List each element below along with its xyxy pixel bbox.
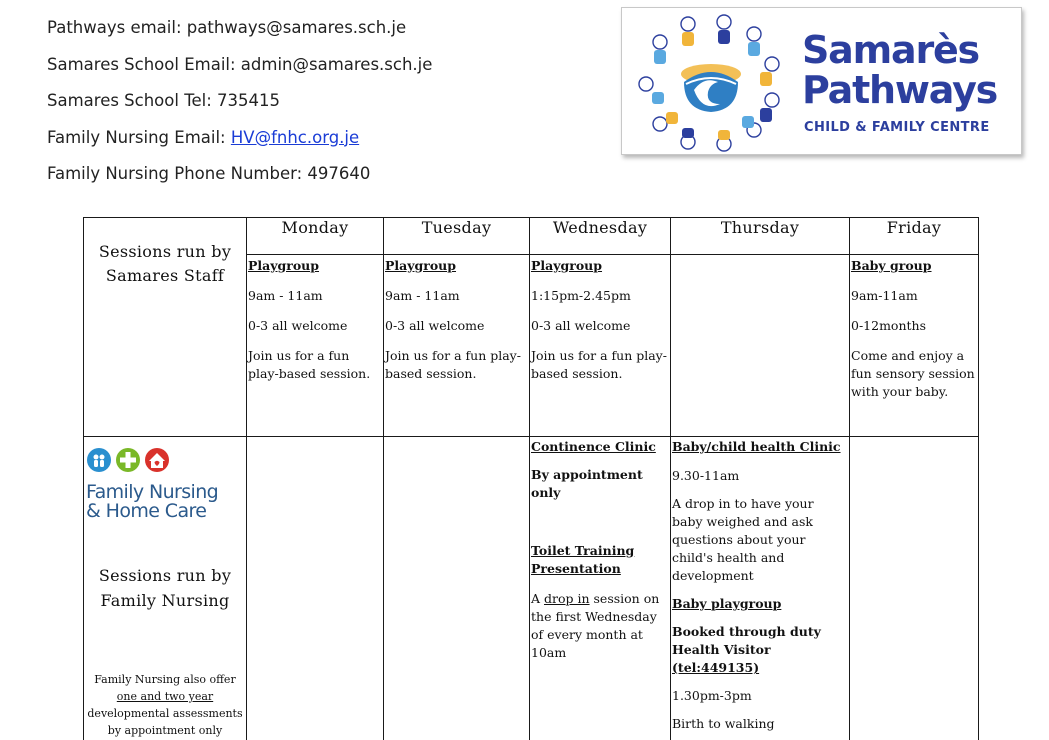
friday-session-age: 0-12months	[851, 318, 926, 333]
wednesday-session-desc: Join us for a fun play-based session.	[531, 348, 667, 381]
drop-in-link[interactable]: drop in	[544, 591, 590, 606]
continence-clinic-appointment: By appointment only	[531, 467, 643, 500]
monday-session-desc: Join us for a fun play-based session.	[248, 348, 371, 381]
friday-session-desc: Come and enjoy a fun sensory session with your baby.	[851, 348, 975, 399]
monday-session-heading: Playgroup	[248, 258, 320, 273]
day-header-friday: Friday	[850, 218, 979, 255]
wednesday-session-heading: Playgroup	[531, 258, 603, 273]
continence-clinic-heading: Continence Clinic	[531, 439, 656, 454]
wednesday-session-age: 0-3 all welcome	[531, 318, 631, 333]
fn-email-label: Family Nursing Email:	[47, 127, 231, 147]
health-clinic-time: 9.30-11am	[672, 468, 740, 483]
contact-details	[47, 16, 607, 199]
baby-child-health-clinic-heading: Baby/child health Clinic	[672, 439, 841, 454]
fn-monday-cell	[247, 437, 384, 740]
pathways-email: Pathways email: pathways@samares.sch.je	[47, 18, 407, 37]
family-nursing-logo-line-1: Family Nursing	[86, 481, 219, 503]
wednesday-session-time: 1:15pm-2.45pm	[531, 288, 631, 303]
fn-thursday-cell	[671, 437, 850, 740]
monday-session-time: 9am - 11am	[248, 288, 323, 303]
school-tel: Samares School Tel: 735415	[47, 91, 281, 111]
fn-friday-cell	[850, 437, 979, 740]
day-header-monday: Monday	[247, 218, 384, 255]
family-nursing-side-title: Sessions run by Family Nursing	[98, 566, 232, 610]
baby-playgroup-time: 1.30pm-3pm	[672, 688, 752, 703]
booking-text: Booked through duty Health Visitor	[672, 624, 821, 657]
samares-friday-cell	[850, 255, 979, 437]
samares-tuesday-cell	[384, 255, 530, 437]
day-header-thursday: Thursday	[671, 218, 850, 255]
friday-session-heading: Baby group	[851, 258, 932, 273]
fn-email-link[interactable]: HV@fnhc.org.je	[230, 127, 360, 147]
tuesday-session-heading: Playgroup	[385, 258, 457, 273]
monday-session-age: 0-3 all welcome	[248, 318, 348, 333]
toilet-training-heading: Toilet Training Presentation	[531, 543, 635, 576]
fn-wednesday-cell	[530, 437, 671, 740]
day-header-tuesday: Tuesday	[384, 218, 530, 255]
family-nursing-logo	[86, 447, 246, 521]
samares-thursday-cell	[671, 255, 850, 437]
baby-playgroup-age: Birth to walking	[672, 716, 775, 731]
children-circle-emblem-icon	[636, 12, 786, 152]
samares-side-title: Sessions run by Samares Staff	[98, 242, 232, 285]
note-text-1: Family Nursing also offer	[94, 673, 236, 686]
baby-playgroup-booking	[672, 623, 847, 677]
toilet-training-desc-pre: A	[531, 591, 545, 606]
samares-wednesday-cell	[530, 255, 671, 437]
booking-tel-link[interactable]: (tel:449135)	[672, 660, 760, 675]
family-nursing-side-cell	[84, 437, 247, 740]
samares-side-cell	[84, 218, 247, 437]
note-text-2: developmental assessments by appointment only	[87, 707, 243, 737]
friday-session-time: 9am-11am	[851, 288, 918, 303]
logo-subtitle: CHILD & FAMILY CENTRE	[804, 120, 990, 135]
tuesday-session-desc: Join us for a fun play-based session.	[385, 348, 521, 381]
baby-playgroup-heading: Baby playgroup	[672, 596, 782, 611]
logo-title-line-2: Pathways	[802, 68, 998, 112]
developmental-assessments-note	[84, 671, 246, 739]
day-header-wednesday: Wednesday	[530, 218, 671, 255]
fn-tuesday-cell	[384, 437, 530, 740]
samares-pathways-logo	[621, 7, 1022, 155]
logo-title-line-1: Samarès	[802, 28, 979, 72]
samares-monday-cell	[247, 255, 384, 437]
sessions-timetable	[83, 217, 979, 740]
tuesday-session-time: 9am - 11am	[385, 288, 460, 303]
family-nursing-logo-line-2: & Home Care	[86, 500, 207, 522]
tuesday-session-age: 0-3 all welcome	[385, 318, 485, 333]
fn-phone: Family Nursing Phone Number: 497640	[47, 164, 371, 184]
toilet-training-desc	[531, 590, 668, 662]
school-email: Samares School Email: admin@samares.sch.je	[47, 54, 433, 74]
note-link-one-and-two-year[interactable]: one and two year	[116, 690, 214, 703]
fn-email-line	[47, 126, 607, 163]
family-nursing-logo-icon	[86, 447, 176, 475]
health-clinic-desc: A drop in to have your baby weighed and ask questions about your child's health and development	[672, 496, 814, 583]
toilet-training-desc-post: session on the first Wednesday of every month at 10am	[531, 591, 660, 660]
